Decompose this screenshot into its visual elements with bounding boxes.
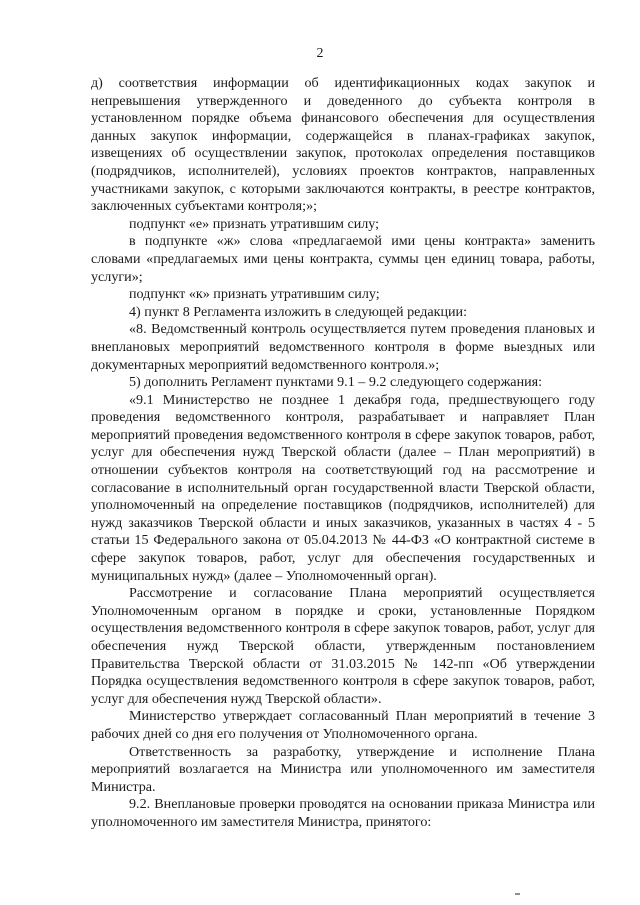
page-number: 2 <box>316 46 324 61</box>
paragraph-subitem-zh-amend: в подпункте «ж» слова «предлагаемой ими цены контракта» заменить словами «предлагаемых ими цены контракта, суммы цен единиц товара, работы, услуги»; <box>91 233 595 285</box>
paragraph-clause-9-2: 9.2. Внеплановые проверки проводятся на основании приказа Министра или уполномоченного им заместителя Министра, принятого: <box>91 796 595 830</box>
document-body <box>91 75 595 832</box>
paragraph-ministry-approves: Министерство утверждает согласованный План мероприятий в течение 3 рабочих дней со дня его получения от Уполномоченного органа. <box>91 708 595 742</box>
paragraph-review-approval: Рассмотрение и согласование Плана мероприятий осуществляется Уполномоченным органом в порядке и сроки, установленные Порядком осуществления ведомственного контроля в сфере закупок товаров, работ, услуг для обеспечения нужд Тверской области, утвержденным постановлением Правительства Тверской области от 31.03.2015 № 142-пп «Об утверждении Порядка осуществления ведомственного контроля в сфере закупок товаров, работ, услуг для обеспечения нужд Тверской области». <box>91 585 595 707</box>
paragraph-item-5: 5) дополнить Регламент пунктами 9.1 – 9.2 следующего содержания: <box>129 374 543 391</box>
paragraph-responsibility: Ответственность за разработку, утверждение и исполнение Плана мероприятий возлагается на Министра или уполномоченного им заместителя Министра. <box>91 743 595 795</box>
paragraph-item-4: 4) пункт 8 Регламента изложить в следующей редакции: <box>129 303 468 320</box>
paragraph-d-subitem: д) соответствия информации об идентификационных кодах закупок и непревышения утвержденного и доведенного до субъекта контроля в установленном порядке объема финансового обеспечения для осуществления данных закупок информации, содержащейся в планах-графиках закупок, извещениях об осуществлении закупок, протоколах определения поставщиков (подрядчиков, исполнителей), условиях проектов контрактов, направленных участниками закупок, с которыми заключаются контракты, в реестре контрактов, заключенных субъектами контроля;»; <box>91 75 595 215</box>
paragraph-subitem-k-repeal: подпункт «к» признать утратившим силу; <box>129 286 380 303</box>
scan-artifact <box>515 893 520 895</box>
paragraph-clause-8: «8. Ведомственный контроль осуществляется путем проведения плановых и внеплановых мероприятий ведомственного контроля в форме выездных или документарных мероприятий ведомственного контроля.»; <box>91 321 595 373</box>
paragraph-subitem-e-repeal: подпункт «е» признать утратившим силу; <box>129 215 380 232</box>
paragraph-clause-9-1: «9.1 Министерство не позднее 1 декабря года, предшествующего году проведения ведомственного контроля, разрабатывает и направляет План мероприятий проведения ведомственного контроля в сфере закупок товаров, работ, услуг для обеспечения нужд Тверской области (далее – План мероприятий) в отношении субъектов контроля на соответствующий год на рассмотрение и согласование в исполнительный орган государственной власти Тверской области, уполномоченный на определение поставщиков (подрядчиков, исполнителей) для нужд заказчиков Тверской области и иных заказчиков, указанных в частях 4 - 5 статьи 15 Федерального закона от 05.04.2013 № 44-ФЗ «О контрактной системе в сфере закупок товаров, работ, услуг для обеспечения государственных и муниципальных нужд» (далее – Уполномоченный орган). <box>91 391 595 584</box>
